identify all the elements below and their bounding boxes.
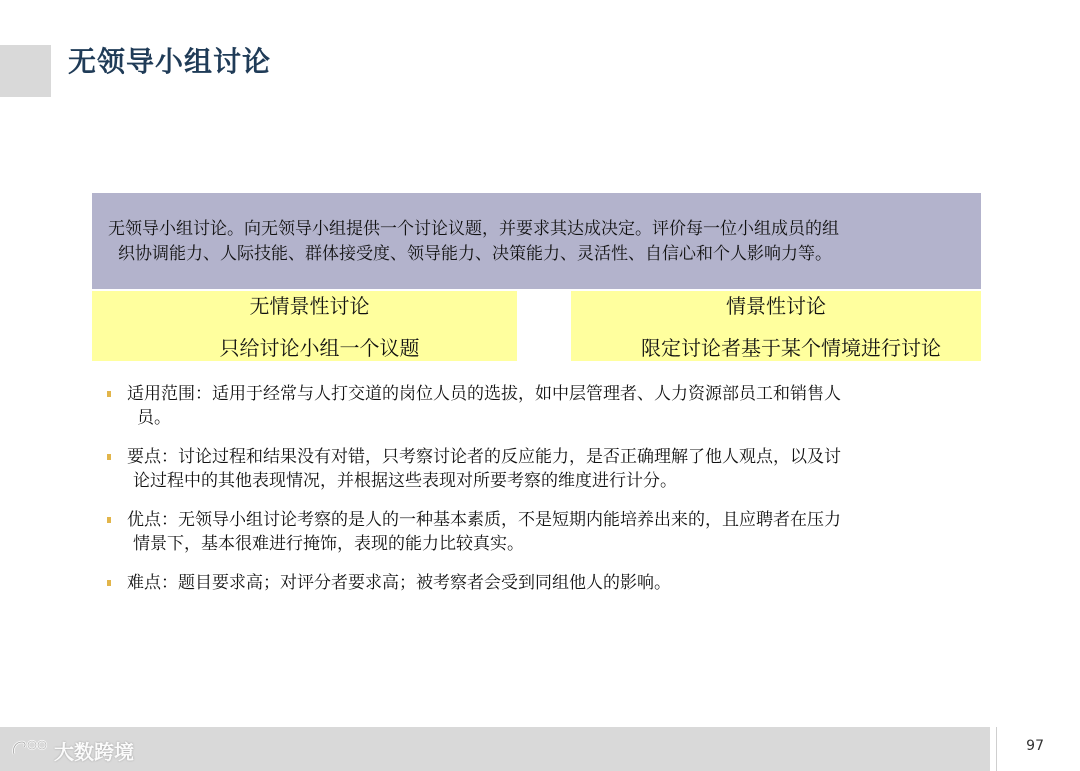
bullet-line: 情景下，基本很难进行掩饰，表现的能力比较真实。 [133, 534, 524, 554]
type-desc: 限定讨论者基于某个情境进行讨论 [641, 336, 941, 360]
intro-box [92, 193, 981, 289]
type-desc: 只给讨论小组一个议题 [219, 336, 420, 360]
bullet-list [107, 382, 977, 610]
type-title: 情景性讨论 [726, 294, 826, 318]
bullet-line: 要点：讨论过程和结果没有对错，只考察讨论者的反应能力，是否正确理解了他人观点，以及讨 [127, 447, 841, 467]
bullet-line: 适用范围：适用于经常与人打交道的岗位人员的选拔，如中层管理者、人力资源部员工和销售人 [127, 384, 841, 404]
type-title: 无情景性讨论 [249, 294, 370, 318]
type-card-situational [571, 291, 981, 361]
dashuju-logo-icon [10, 736, 48, 764]
footer-bar [0, 727, 990, 771]
watermark-text: 大数跨境 [54, 739, 134, 764]
bullet-line: 员。 [137, 408, 171, 428]
watermark [10, 736, 134, 764]
intro-line-1: 无领导小组讨论。向无领导小组提供一个讨论议题，并要求其达成决定。评价每一位小组成员的组 [108, 219, 839, 239]
list-item [107, 571, 977, 595]
list-item [107, 508, 977, 556]
bullet-line: 论过程中的其他表现情况，并根据这些表现对所要考察的维度进行计分。 [133, 471, 677, 491]
page-title: 无领导小组讨论 [68, 45, 272, 78]
bullet-icon [107, 580, 111, 586]
list-item [107, 445, 977, 493]
corner-decoration [0, 45, 51, 97]
list-item [107, 382, 977, 430]
intro-line-2: 织协调能力、人际技能、群体接受度、领导能力、决策能力、灵活性、自信心和个人影响力等。 [118, 244, 832, 264]
bullet-line: 难点：题目要求高；对评分者要求高；被考察者会受到同组他人的影响。 [127, 573, 671, 593]
bullet-line: 优点：无领导小组讨论考察的是人的一种基本素质，不是短期内能培养出来的，且应聘者在压力 [127, 510, 841, 530]
bullet-icon [107, 517, 111, 523]
bullet-icon [107, 391, 111, 397]
type-card-non-situational [92, 291, 517, 361]
bullet-icon [107, 454, 111, 460]
page-number: 97 [1026, 738, 1044, 754]
